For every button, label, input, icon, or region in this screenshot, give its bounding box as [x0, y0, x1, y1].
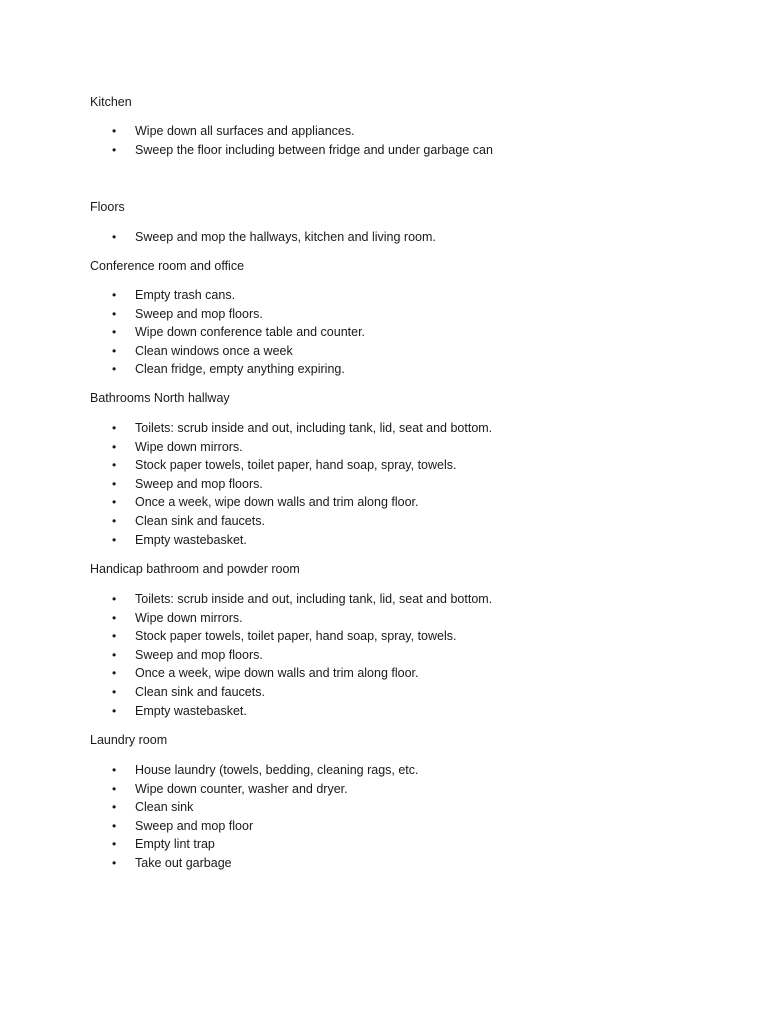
list-item-text: Sweep and mop the hallways, kitchen and living room.: [135, 230, 436, 244]
bullet-icon: •: [112, 343, 117, 358]
bullet-list: [90, 286, 710, 379]
section-heading: Bathrooms North hallway: [90, 391, 230, 405]
list-item-text: Once a week, wipe down walls and trim along floor.: [135, 495, 419, 510]
section-laundry-room: [90, 731, 710, 873]
bullet-icon: •: [112, 532, 117, 547]
list-item-text: Toilets: scrub inside and out, including tank, lid, seat and bottom.: [135, 592, 493, 606]
list-item-text: Take out garbage: [135, 855, 232, 870]
section-handicap-bathroom: [90, 560, 710, 720]
section-heading: Conference room and office: [90, 259, 245, 273]
list-item: [90, 664, 710, 683]
list-item: [90, 419, 710, 438]
list-item: [90, 531, 710, 550]
bullet-icon: •: [112, 781, 117, 796]
list-item: [90, 817, 710, 836]
list-item-text: Clean sink and faucets.: [135, 684, 265, 699]
bullet-icon: •: [112, 421, 117, 435]
list-item-text: Stock paper towels, toilet paper, hand soap, spray, towels.: [135, 629, 457, 644]
list-item-text: Empty lint trap: [135, 837, 215, 852]
bullet-icon: •: [112, 763, 117, 777]
bullet-icon: •: [112, 837, 117, 852]
bullet-list: [90, 122, 710, 159]
list-item-text: Clean windows once a week: [135, 343, 293, 358]
list-item-text: Stock paper towels, toilet paper, hand soap, spray, towels.: [135, 458, 457, 473]
bullet-list: [90, 590, 710, 720]
bullet-icon: •: [112, 288, 117, 302]
list-item: [90, 475, 710, 494]
list-item: [90, 646, 710, 665]
list-item-text: Sweep and mop floor: [135, 818, 254, 833]
bullet-icon: •: [112, 142, 117, 157]
section-bathrooms-north: [90, 389, 710, 549]
list-item-text: Empty trash cans.: [135, 288, 236, 302]
list-item: [90, 590, 710, 609]
section-heading: Floors: [90, 200, 125, 214]
bullet-icon: •: [112, 476, 117, 491]
list-item-text: Wipe down counter, washer and dryer.: [135, 781, 348, 796]
section-conference-room: [90, 257, 710, 379]
list-item-text: Clean sink: [135, 800, 194, 815]
bullet-icon: •: [112, 629, 117, 644]
list-item: [90, 286, 710, 305]
list-item-text: Sweep and mop floors.: [135, 647, 263, 662]
bullet-icon: •: [112, 458, 117, 473]
bullet-icon: •: [112, 684, 117, 699]
section-heading: Kitchen: [90, 95, 132, 109]
list-item: [90, 228, 710, 247]
bullet-icon: •: [112, 818, 117, 833]
list-item: [90, 854, 710, 873]
list-item-text: Sweep and mop floors.: [135, 476, 263, 491]
list-item-text: Wipe down all surfaces and appliances.: [135, 124, 355, 138]
bullet-list: [90, 228, 710, 247]
list-item-text: Wipe down conference table and counter.: [135, 325, 366, 340]
list-item: [90, 438, 710, 457]
bullet-icon: •: [112, 800, 117, 815]
bullet-icon: •: [112, 610, 117, 625]
section-heading: Handicap bathroom and powder room: [90, 562, 300, 576]
bullet-list: [90, 419, 710, 549]
list-item-text: Clean fridge, empty anything expiring.: [135, 362, 345, 377]
list-item: [90, 323, 710, 342]
list-item: [90, 305, 710, 324]
list-item: [90, 702, 710, 721]
list-item: [90, 512, 710, 531]
bullet-icon: •: [112, 124, 117, 138]
list-item-text: Clean sink and faucets.: [135, 513, 265, 528]
bullet-icon: •: [112, 666, 117, 681]
bullet-icon: •: [112, 703, 117, 718]
list-item: [90, 627, 710, 646]
list-item: [90, 493, 710, 512]
list-item: [90, 683, 710, 702]
list-item: [90, 835, 710, 854]
list-item: [90, 141, 710, 160]
list-item: [90, 122, 710, 141]
bullet-icon: •: [112, 855, 117, 870]
list-item: [90, 798, 710, 817]
list-item: [90, 609, 710, 628]
bullet-icon: •: [112, 592, 117, 606]
bullet-icon: •: [112, 230, 117, 244]
section-floors: [90, 198, 710, 247]
list-item-text: Wipe down mirrors.: [135, 439, 243, 454]
bullet-icon: •: [112, 439, 117, 454]
list-item: [90, 780, 710, 799]
bullet-icon: •: [112, 325, 117, 340]
list-item: [90, 456, 710, 475]
list-item-text: Sweep the floor including between fridge and under garbage can: [135, 142, 493, 157]
section-kitchen: [90, 93, 710, 159]
list-item-text: Toilets: scrub inside and out, including tank, lid, seat and bottom.: [135, 421, 493, 435]
list-item: [90, 342, 710, 361]
bullet-icon: •: [112, 306, 117, 321]
list-item-text: Empty wastebasket.: [135, 703, 247, 718]
list-item: [90, 360, 710, 379]
bullet-icon: •: [112, 513, 117, 528]
list-item-text: House laundry (towels, bedding, cleaning rags, etc.: [135, 763, 419, 777]
bullet-icon: •: [112, 362, 117, 377]
bullet-icon: •: [112, 647, 117, 662]
list-item: [90, 761, 710, 780]
list-item-text: Wipe down mirrors.: [135, 610, 243, 625]
list-item-text: Sweep and mop floors.: [135, 306, 263, 321]
bullet-icon: •: [112, 495, 117, 510]
section-heading: Laundry room: [90, 733, 168, 747]
bullet-list: [90, 761, 710, 873]
list-item-text: Empty wastebasket.: [135, 532, 247, 547]
list-item-text: Once a week, wipe down walls and trim along floor.: [135, 666, 419, 681]
